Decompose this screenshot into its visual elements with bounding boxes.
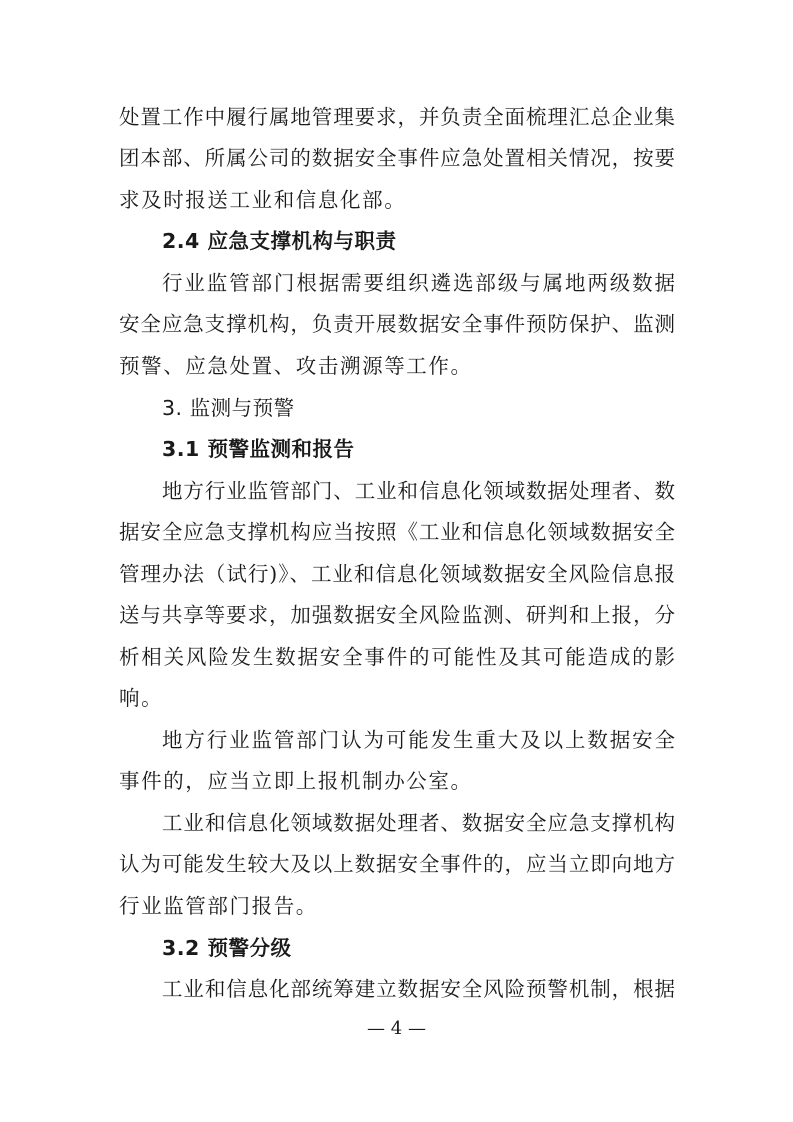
body-text-line: 工业和信息化部统筹建立数据安全风险预警机制，根据: [162, 977, 675, 1001]
body-text-line: 行业监管部门报告。: [119, 894, 318, 918]
body-text-line: 团本部、所属公司的数据安全事件应急处置相关情况，按要: [119, 146, 675, 170]
body-text-line: 预警、应急处置、攻击溯源等工作。: [119, 354, 473, 378]
body-text-line: 送与共享等要求，加强数据安全风险监测、研判和上报，分: [119, 603, 675, 627]
body-text-line: 响。: [119, 686, 164, 710]
body-text-line: 地方行业监管部门、工业和信息化领域数据处理者、数: [162, 479, 675, 503]
body-text-line: 事件的，应当立即上报机制办公室。: [119, 769, 473, 793]
page-number: — 4 —: [367, 1018, 426, 1039]
body-text-line: 安全应急支撑机构，负责开展数据安全事件预防保护、监测: [119, 312, 675, 336]
section-heading-3: 3. 监测与预警: [162, 396, 295, 420]
body-text-line: 工业和信息化领域数据处理者、数据安全应急支撑机构: [162, 811, 675, 835]
section-heading-3-2: 3.2 预警分级: [162, 936, 292, 960]
body-text-line: 认为可能发生较大及以上数据安全事件的，应当立即向地方: [119, 852, 675, 876]
body-text-line: 据安全应急支撑机构应当按照《工业和信息化领域数据安全: [119, 520, 675, 544]
body-text-line: 析相关风险发生数据安全事件的可能性及其可能造成的影: [119, 645, 675, 669]
body-text-line: 管理办法（试行)》、工业和信息化领域数据安全风险信息报: [119, 562, 675, 586]
body-text-line: 处置工作中履行属地管理要求，并负责全面梳理汇总企业集: [119, 105, 675, 129]
section-heading-3-1: 3.1 预警监测和报告: [162, 437, 355, 461]
body-text-line: 求及时报送工业和信息化部。: [119, 188, 407, 212]
body-text-line: 行业监管部门根据需要组织遴选部级与属地两级数据: [162, 271, 675, 295]
body-text-line: 地方行业监管部门认为可能发生重大及以上数据安全: [162, 728, 675, 752]
section-heading-2-4: 2.4 应急支撑机构与职责: [162, 229, 397, 253]
